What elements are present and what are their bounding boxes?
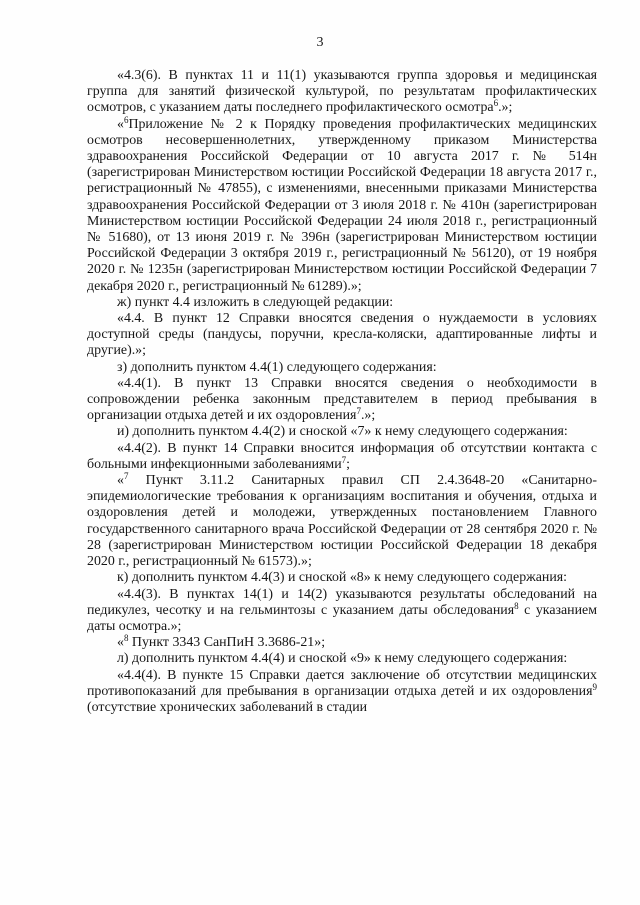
- footnote-ref: 6: [493, 98, 499, 109]
- paragraph-text: «4.4(4). В пункте 15 Справки дается заключение об отсутствии медицинских противопоказаний для пребывания в организации отдыха детей и их оздоровления: [87, 667, 597, 699]
- footnote-marker: 6: [123, 114, 129, 125]
- footnote-marker: 7: [123, 471, 129, 482]
- paragraph-text: «: [117, 635, 124, 651]
- paragraph-text: л) дополнить пунктом 4.4(4) и сноской «9» к нему следующего содержания:: [117, 651, 568, 667]
- paragraph: [87, 668, 597, 717]
- paragraph-text: (отсутствие хронических заболеваний в стадии: [87, 699, 368, 715]
- paragraph: [87, 376, 597, 425]
- footnote-paragraph: [87, 635, 597, 651]
- paragraph-text: «4.4(3). В пунктах 14(1) и 14(2) указываются результаты обследований на педикулез, чесотку и на гельминтозы с указанием даты обследования: [87, 586, 597, 618]
- paragraph-text: «: [117, 116, 124, 132]
- paragraph: [87, 570, 597, 586]
- paragraph-text: Пункт 3.11.2 Санитарных правил СП 2.4.3648-20 «Санитарно-эпидемиологические требования к организациям воспитания и обучения, отдыха и оздоровления детей и молодежи, утвержденных постановлением Главного государственного санитарного врача Российской Федерации от 28 сентября 2020 г. № 28 (зарегистрирован Министерством юстиции Российской Федерации 18 декабря 2020 г., регистрационный № 61573).»;: [87, 473, 597, 570]
- footnote-ref: 9: [592, 681, 597, 692]
- paragraph-text: «4.4(1). В пункт 13 Справки вносятся сведения о необходимости в сопровождении ребенка законным представителем в период пребывания в организации отдыха детей и их оздоровления: [87, 375, 597, 424]
- paragraph-text: .»;: [360, 408, 376, 424]
- footnote-paragraph: [87, 114, 597, 295]
- paragraph-text: «: [117, 473, 124, 489]
- paragraph-text: с указанием даты осмотра.»;: [87, 602, 597, 634]
- footnote-ref: 7: [341, 454, 347, 465]
- paragraph-text: «4.4. В пункт 12 Справки вносятся сведения о нуждаемости в условиях доступной среды (пандусы, поручни, кресла-коляски, адаптированные лифты и другие).»;: [87, 311, 597, 359]
- paragraph-text: Приложение № 2 к Порядку проведения профилактических медицинских осмотров несовершеннолетних, утвержденному приказом Министерства здравоохранения Российской Федерации от 10 августа 2017 г. № 514н (зарегистрирован Министерством юстиции Российской Федерации 18 августа 2017 г., регистрационный № 47855), с изменениями, внесенными приказами Министерства здравоохранения Российской Федерации от 3 июля 2018 г. № 410н (зарегистрирован Министерством юстиции Российской Федерации 24 июля 2018 г., регистрационный № 51680), от 13 июня 2019 г. № 396н (зарегистрирован Министерством юстиции Российской Федерации 3 октября 2019 г., регистрационный № 56120), от 19 ноября 2020 г. № 1235н (зарегистрирован Министерством юстиции Российской Федерации 7 декабря 2020 г., регистрационный № 61289).»;: [87, 116, 597, 294]
- paragraph-text: Пункт 3343 СанПиН 3.3686-21»;: [128, 635, 326, 651]
- paragraph: [87, 360, 597, 376]
- paragraph-text: ;: [346, 456, 351, 472]
- footnote-paragraph: [87, 473, 597, 570]
- paragraph: [87, 587, 597, 636]
- footnote-marker: 8: [123, 633, 129, 644]
- paragraph-text: «4.4(2). В пункт 14 Справки вносится информация об отсутствии контакта с больными инфекционными заболеваниями: [87, 440, 597, 472]
- paragraph: [87, 424, 597, 440]
- paragraph: [87, 441, 597, 473]
- footnote-ref: 7: [356, 406, 361, 417]
- paragraph: [87, 68, 597, 117]
- paragraph-text: к) дополнить пунктом 4.4(3) и сноской «8» к нему следующего содержания:: [117, 570, 568, 586]
- paragraph-text: з) дополнить пунктом 4.4(1) следующего содержания:: [117, 359, 437, 375]
- paragraph: [87, 295, 597, 311]
- page-number: 3: [316, 35, 324, 50]
- document-body: [87, 68, 597, 716]
- paragraph-text: «4.3(6). В пунктах 11 и 11(1) указываются группа здоровья и медицинская группа для занятий физической культурой, по результатам профилактических осмотров, с указанием даты последнего профилактического осмотра: [87, 68, 597, 116]
- paragraph-text: ж) пункт 4.4 изложить в следующей редакции:: [117, 294, 394, 310]
- paragraph-text: .»;: [498, 100, 513, 116]
- paragraph: [87, 651, 597, 667]
- paragraph-text: и) дополнить пунктом 4.4(2) и сноской «7» к нему следующего содержания:: [117, 424, 568, 440]
- paragraph: [87, 311, 597, 360]
- footnote-ref: 8: [514, 600, 519, 611]
